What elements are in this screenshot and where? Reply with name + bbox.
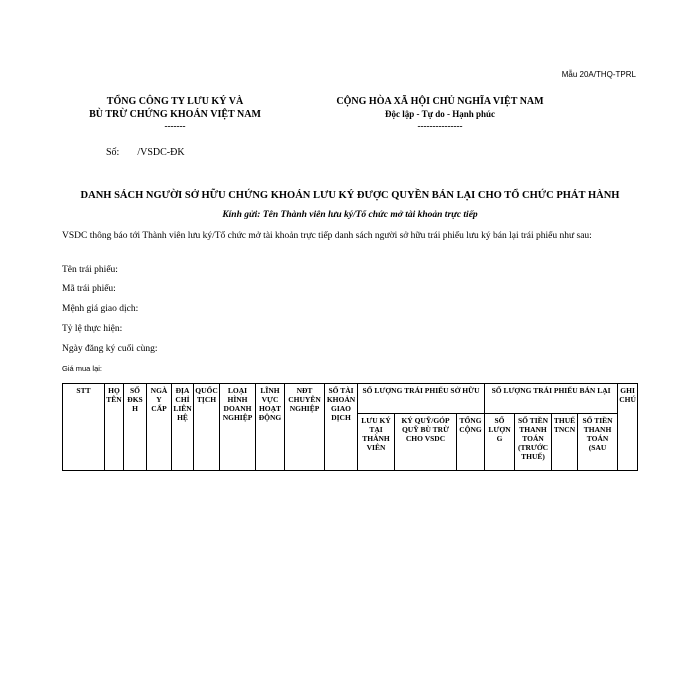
national-separator: --------------- — [417, 121, 463, 131]
field-par-value: Mệnh giá giao dịch: — [62, 304, 139, 314]
addressee: Kính gửi: Tên Thành viên lưu ký/Tổ chức mở tài khoản trực tiếp — [222, 210, 478, 220]
col-sold-amount-after-tax: SỐ TIỀN THANH TOÁN (SAU — [578, 414, 618, 471]
col-owned-total: TỔNG CỘNG — [457, 414, 485, 471]
form-code: Mẫu 20A/THQ-TPRL — [561, 70, 636, 79]
group-owned-quantity: SỐ LƯỢNG TRÁI PHIẾU SỞ HỮU — [358, 384, 485, 414]
group-sold-quantity: SỐ LƯỢNG TRÁI PHIẾU BÁN LẠI — [485, 384, 618, 414]
document-number — [106, 147, 185, 158]
issuer-name-line1: TỔNG CÔNG TY LƯU KÝ VÀ — [106, 96, 244, 107]
issuer-separator: ------- — [164, 121, 186, 131]
col-ngay-cap: NGÀY CẤP — [147, 384, 172, 471]
field-bond-name: Tên trái phiếu: — [62, 265, 118, 275]
issuer-header — [60, 95, 290, 132]
col-loai-hinh: LOẠI HÌNH DOANH NGHIỆP — [220, 384, 256, 471]
col-dia-chi: ĐỊA CHỈ LIÊN HỆ — [172, 384, 194, 471]
col-quoc-tich: QUỐC TỊCH — [194, 384, 220, 471]
field-record-date: Ngày đăng ký cuối cùng: — [62, 344, 158, 354]
col-owned-collateral: KÝ QUỸ/GÓP QUỸ BÙ TRỪ CHO VSDC — [395, 414, 457, 471]
col-sold-tax: THUẾ TNCN — [552, 414, 578, 471]
holders-table — [62, 383, 638, 471]
col-so-tk: SỐ TÀI KHOẢN GIAO DỊCH — [325, 384, 358, 471]
col-linh-vuc: LĨNH VỰC HOẠT ĐỘNG — [256, 384, 285, 471]
document-title: DANH SÁCH NGƯỜI SỞ HỮU CHỨNG KHOÁN LƯU KÝ ĐƯỢC QUYỀN BÁN LẠI CHO TỔ CHỨC PHÁT HÀNH — [80, 190, 620, 201]
intro-paragraph: VSDC thông báo tới Thành viên lưu ký/Tổ chức mở tài khoản trực tiếp danh sách người sở hữu trái phiếu lưu ký bán lại trái phiếu như sau: — [62, 231, 592, 241]
document-number-label: Số: — [106, 147, 120, 158]
field-ratio: Tỷ lệ thực hiện: — [62, 324, 123, 334]
document-number-value: /VSDC-ĐK — [137, 147, 185, 158]
col-ndt: NĐT CHUYÊN NGHIỆP — [285, 384, 325, 471]
field-bond-code: Mã trái phiếu: — [62, 284, 116, 294]
col-ho-ten: HỌ TÊN — [105, 384, 124, 471]
buyback-price-label: Giá mua lại: — [62, 364, 103, 373]
col-sold-amount-pre-tax: SỐ TIỀN THANH TOÁN (TRƯỚC THUẾ) — [515, 414, 552, 471]
national-header — [330, 95, 550, 132]
col-ghi-chu: GHI CHÚ — [618, 384, 638, 471]
national-motto: Độc lập - Tự do - Hạnh phúc — [384, 109, 495, 119]
col-sold-quantity: SỐ LƯỢNG — [485, 414, 515, 471]
col-so-dksh: SỐ ĐKSH — [124, 384, 147, 471]
issuer-name-line2: BÙ TRỪ CHỨNG KHOÁN VIỆT NAM — [89, 109, 261, 120]
col-stt: STT — [63, 384, 105, 471]
col-owned-at-member: LƯU KÝ TẠI THÀNH VIÊN — [358, 414, 395, 471]
national-name: CỘNG HÒA XÃ HỘI CHỦ NGHĨA VIỆT NAM — [336, 96, 544, 107]
